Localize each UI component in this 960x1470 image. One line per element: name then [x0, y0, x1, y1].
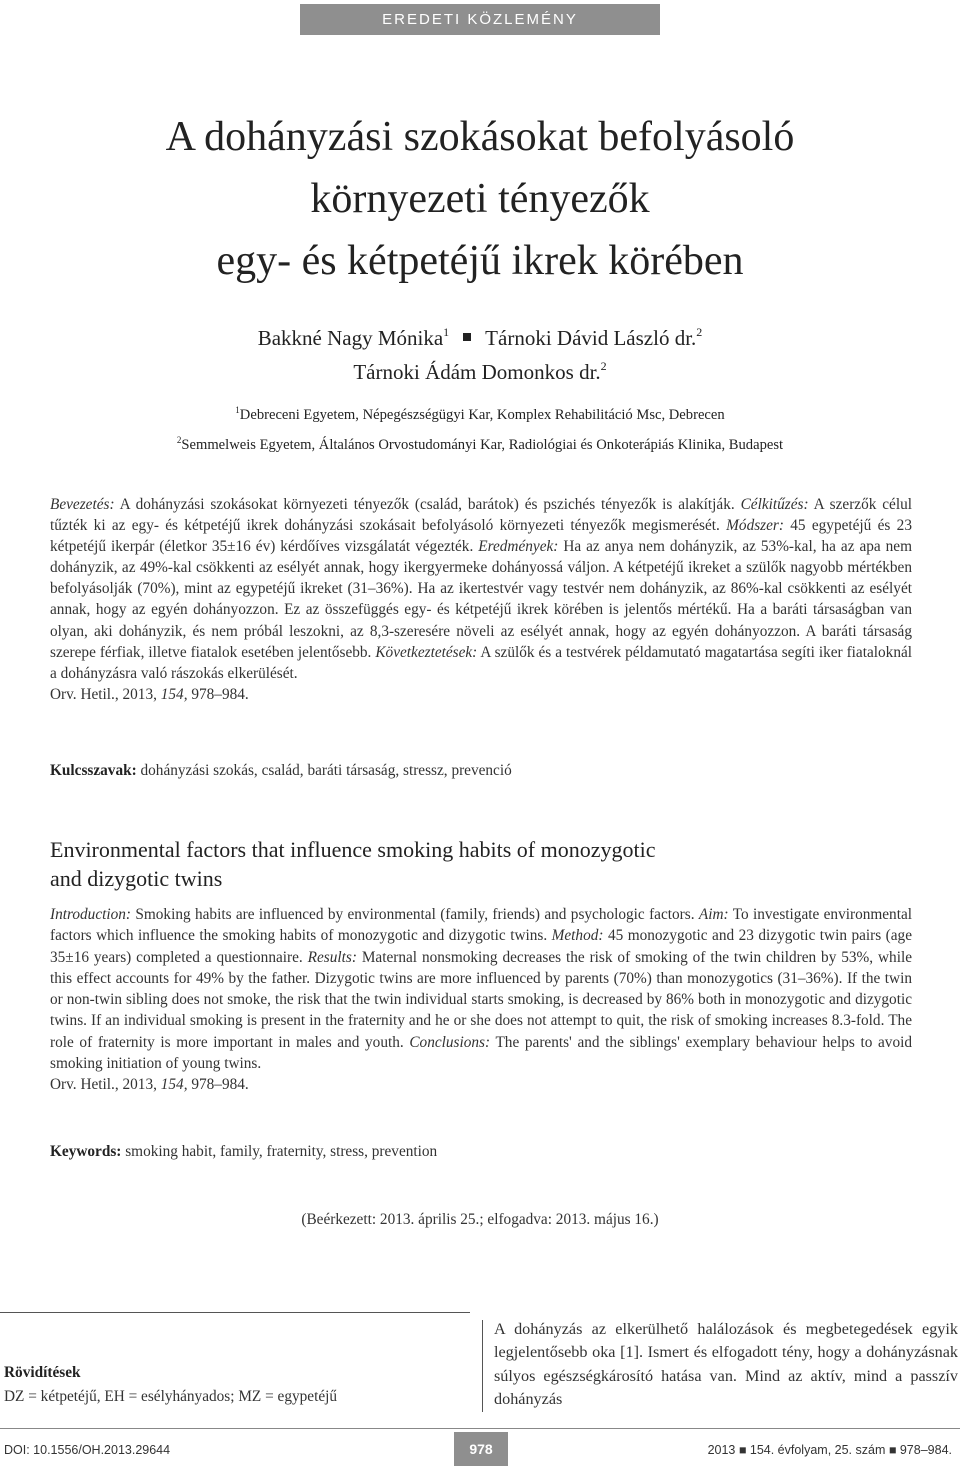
abstract-text: A szülők és a testvérek példamutató magatartása segíti iker fiataloknál a dohányzásra való rászokás elkerülését. [50, 643, 913, 682]
citation-text: Orv. Hetil., 2013, [50, 685, 161, 703]
abstract-text: 45 monozygotic and 23 dizygotic twin pairs (age 35±16 years) completed a questionnaire. [50, 927, 912, 966]
received-dates: (Beérkezett: 2013. április 25.; elfogadva: 2013. május 16.) [301, 1211, 659, 1228]
author-line [40, 352, 920, 386]
abstract-label: Következtetések: [375, 643, 478, 661]
abstract-label: Bevezetés: [50, 496, 115, 513]
column-divider [482, 1320, 483, 1412]
abstract-text: To investigate environmental factors which influence the smoking habits of monozygotic and dizygotic twins. [50, 906, 912, 945]
abstract-text: Ha az anya nem dohányzik, az 53%-kal, ha az apa nem dohányzik, az 49%-kal csökkenti az esélyét annak, hogy ikergyermeke dohányossá váljon. A kétpetéjű ikreket a szülők nagyobb mértékben befolyásolják (70%), mint az egypetéjű ikreket (31–36%). Ha az ikertestvér vagy testvér nem dohányzik, az 86%-kal csökkenti az esélyét annak, hogy az egyén dohányozzon. Ez az összefüggés egy- és kétpetéjű ikrek körében is jelentős mértékű. Ha a baráti társaságban van olyan, aki dohányzik, és nem próbál leszokni, az 8,3-szeresére növeli az esélyét annak, hogy az egyén dohányozzon. A baráti társaság szerepe férfiak, illetve fiatalok esetében jelentősebb. [50, 538, 912, 661]
abstract-english [50, 904, 912, 1096]
page-number: 978 [454, 1432, 508, 1466]
author-name: Bakkné Nagy Mónika [257, 326, 444, 350]
affil-text: Debreceni Egyetem, Népegészségügyi Kar, Komplex Rehabilitáció Msc, Debrecen [239, 407, 725, 423]
affil-text: Semmelweis Egyetem, Általános Orvostudományi Kar, Radiológiai és Onkoterápiás Klinika, Budapest [181, 437, 784, 453]
title-line: Environmental factors that influence smoking habits of monozygotic [50, 837, 656, 862]
abstract-label: Method: [551, 927, 604, 945]
abstract-text: Maternal nonsmoking decreases the risk of smoking of the twin children by 53%, while this effect accounts for 49% by the father. Dizygotic twins are more influenced by parents (70%) than monozygotics (31–36%). If the twin or non-twin sibling does not smoke, the risk that the twin individual starts smoking, is decreased by 86% both in monozygotic and dizygotic twins. If an individual smoking is present in the fraternity and he or she does not attempt to quit, the risk of smoking increases 8.3-fold. The role of fraternity is more important in males and youth. [50, 948, 912, 1051]
affil-number: 1 [235, 405, 240, 415]
citation-text: Orv. Hetil., 2013, [50, 1076, 161, 1094]
title-line: A dohányzási szokásokat befolyásoló [165, 114, 795, 160]
english-title [50, 835, 912, 893]
keywords-label: Keywords: [50, 1143, 122, 1160]
title-line: and dizygotic twins [50, 866, 223, 891]
abstract-text: The parents' and the siblings' exemplary behaviour helps to avoid smoking initiation of young twins. [50, 1033, 912, 1073]
affiliations [30, 398, 930, 458]
author-affil-ref: 1 [443, 325, 450, 339]
footer-divider [0, 1428, 960, 1429]
citation-volume: 154, [160, 685, 188, 703]
footer-issue: 2013 ■ 154. évfolyam, 25. szám ■ 978–984. [707, 1443, 952, 1457]
section-label: EREDETI KÖZLEMÉNY [300, 4, 660, 35]
abstract-text: 45 egypetéjű és 23 kétpetéjű ikerpár (életkor 35±16 év) kérdőíves vizsgálatát végezték. [50, 517, 912, 556]
affiliation [30, 428, 930, 458]
keywords-label: Kulcsszavak: [50, 762, 137, 779]
abstract-label: Célkitűzés: [740, 496, 809, 513]
abstract-label: Eredmények: [478, 538, 559, 556]
abstract-text: Smoking habits are influenced by environmental (family, friends) and psychologic factors. [131, 906, 699, 923]
abbreviations-text: DZ = kétpetéjű, EH = esélyhányados; MZ = egypetéjű [4, 1388, 338, 1405]
author-affil-ref: 2 [696, 325, 703, 339]
abstract-text: A szerzők célul tűzték ki az egy- és kétpetéjű ikrek dohányzási szokásait befolyásoló környezeti tényezők megismerését. [50, 496, 912, 535]
keywords-english [50, 1141, 912, 1162]
abstract-label: Results: [307, 948, 357, 966]
abstract-label: Módszer: [726, 517, 784, 535]
author-line [40, 318, 920, 352]
abstract-text: A dohányzási szokásokat környezeti tényezők (család, barátok) és pszichés tényezők is alakítják. [114, 496, 741, 513]
title-line: környezeti tényezők [310, 176, 650, 222]
citation [50, 686, 249, 703]
abstract-label: Introduction: [50, 906, 132, 923]
title-line: egy- és kétpetéjű ikrek körében [216, 238, 744, 284]
abbreviations-heading: Rövidítések [4, 1364, 81, 1381]
footer-doi: DOI: 10.1556/OH.2013.29644 [4, 1443, 171, 1457]
citation [50, 1076, 249, 1093]
author-affil-ref: 2 [600, 359, 607, 373]
citation-pages: 978–984. [187, 685, 249, 703]
citation-volume: 154, [160, 1076, 188, 1094]
citation-pages: 978–984. [187, 1076, 249, 1094]
article-title [40, 106, 920, 292]
author-name: Tárnoki Dávid László dr. [485, 326, 697, 350]
author-list [40, 318, 920, 386]
abstract-label: Conclusions: [409, 1033, 491, 1051]
square-bullet-icon [463, 333, 471, 341]
keywords-text: dohányzási szokás, család, baráti társaság, stressz, prevenció [136, 762, 512, 779]
abbreviations-divider [0, 1312, 470, 1313]
abstract-hungarian [50, 494, 912, 705]
affil-number: 2 [176, 435, 182, 445]
body-text-intro: A dohányzás az elkerülhető halálozások és megbetegedések egyik legjelentősebb oka [1]. Ismert és elfogadott tény, hogy a dohányzásnak súlyos egészségkárosító hatása van. Mind az aktív, mind a passzív dohányzás [494, 1320, 958, 1409]
keywords-text: smoking habit, family, fraternity, stress, prevention [121, 1143, 438, 1160]
keywords-hungarian [50, 760, 912, 781]
abstract-label: Aim: [698, 906, 729, 923]
author-name: Tárnoki Ádám Domonkos dr. [353, 360, 601, 384]
affiliation [30, 398, 930, 428]
